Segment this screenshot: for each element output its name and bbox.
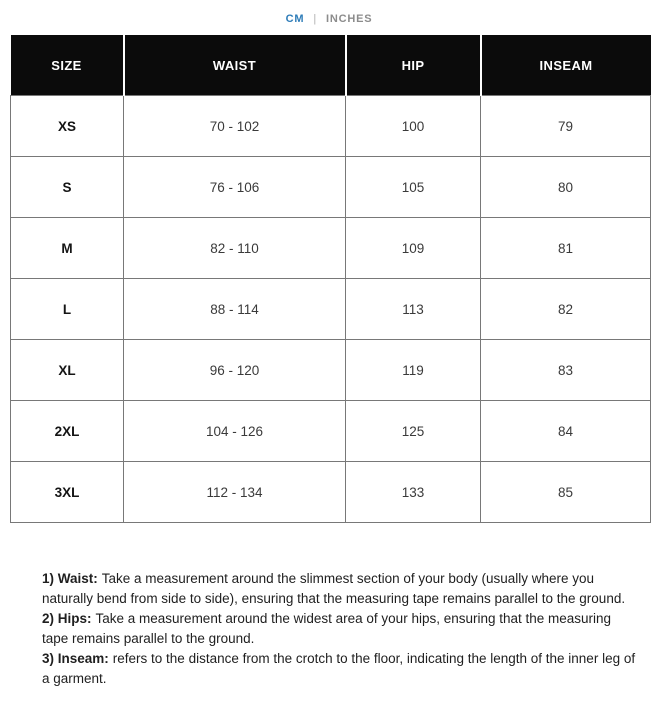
cell-waist: 76 - 106 — [124, 157, 346, 218]
cell-hip: 100 — [346, 96, 481, 157]
cell-size: XL — [11, 340, 124, 401]
cell-waist: 112 - 134 — [124, 462, 346, 523]
measurement-notes — [42, 569, 638, 689]
cell-inseam: 81 — [481, 218, 651, 279]
note-waist-label: 1) Waist: — [42, 571, 98, 586]
cell-hip: 119 — [346, 340, 481, 401]
cell-waist: 104 - 126 — [124, 401, 346, 462]
note-inseam-label: 3) Inseam: — [42, 651, 109, 666]
cell-waist: 88 - 114 — [124, 279, 346, 340]
size-chart-table — [10, 35, 651, 523]
cell-waist: 96 - 120 — [124, 340, 346, 401]
table-row — [11, 96, 651, 157]
cell-waist: 82 - 110 — [124, 218, 346, 279]
cell-inseam: 82 — [481, 279, 651, 340]
cell-hip: 133 — [346, 462, 481, 523]
note-inseam — [42, 649, 638, 689]
header-hip: HIP — [346, 35, 481, 96]
cell-inseam: 84 — [481, 401, 651, 462]
header-inseam: INSEAM — [481, 35, 651, 96]
note-waist-text: Take a measurement around the slimmest section of your body (usually where you naturally bend from side to side), ensuring that the measuring tape remains parallel to the ground. — [42, 571, 626, 606]
note-inseam-text: refers to the distance from the crotch to the floor, indicating the length of the inner leg of a garment. — [42, 651, 636, 686]
header-row — [11, 35, 651, 96]
table-row — [11, 401, 651, 462]
unit-separator: | — [313, 13, 317, 25]
cell-size: L — [11, 279, 124, 340]
table-row — [11, 218, 651, 279]
table-row — [11, 340, 651, 401]
unit-cm-button[interactable]: CM — [285, 13, 305, 25]
note-waist — [42, 569, 638, 609]
cell-hip: 113 — [346, 279, 481, 340]
cell-inseam: 85 — [481, 462, 651, 523]
cell-inseam: 79 — [481, 96, 651, 157]
cell-size: 2XL — [11, 401, 124, 462]
cell-size: M — [11, 218, 124, 279]
cell-size: XS — [11, 96, 124, 157]
cell-hip: 109 — [346, 218, 481, 279]
cell-waist: 70 - 102 — [124, 96, 346, 157]
note-hips — [42, 609, 638, 649]
header-size: SIZE — [11, 35, 124, 96]
cell-size: 3XL — [11, 462, 124, 523]
cell-inseam: 80 — [481, 157, 651, 218]
table-row — [11, 279, 651, 340]
unit-inches-button[interactable]: INCHES — [326, 13, 373, 25]
cell-hip: 105 — [346, 157, 481, 218]
cell-size: S — [11, 157, 124, 218]
note-hips-text: Take a measurement around the widest area of your hips, ensuring that the measuring tape remains parallel to the ground. — [42, 611, 612, 646]
table-row — [11, 462, 651, 523]
cell-inseam: 83 — [481, 340, 651, 401]
note-hips-label: 2) Hips: — [42, 611, 92, 626]
unit-toggle — [0, 0, 658, 28]
cell-hip: 125 — [346, 401, 481, 462]
table-row — [11, 157, 651, 218]
header-waist: WAIST — [124, 35, 346, 96]
